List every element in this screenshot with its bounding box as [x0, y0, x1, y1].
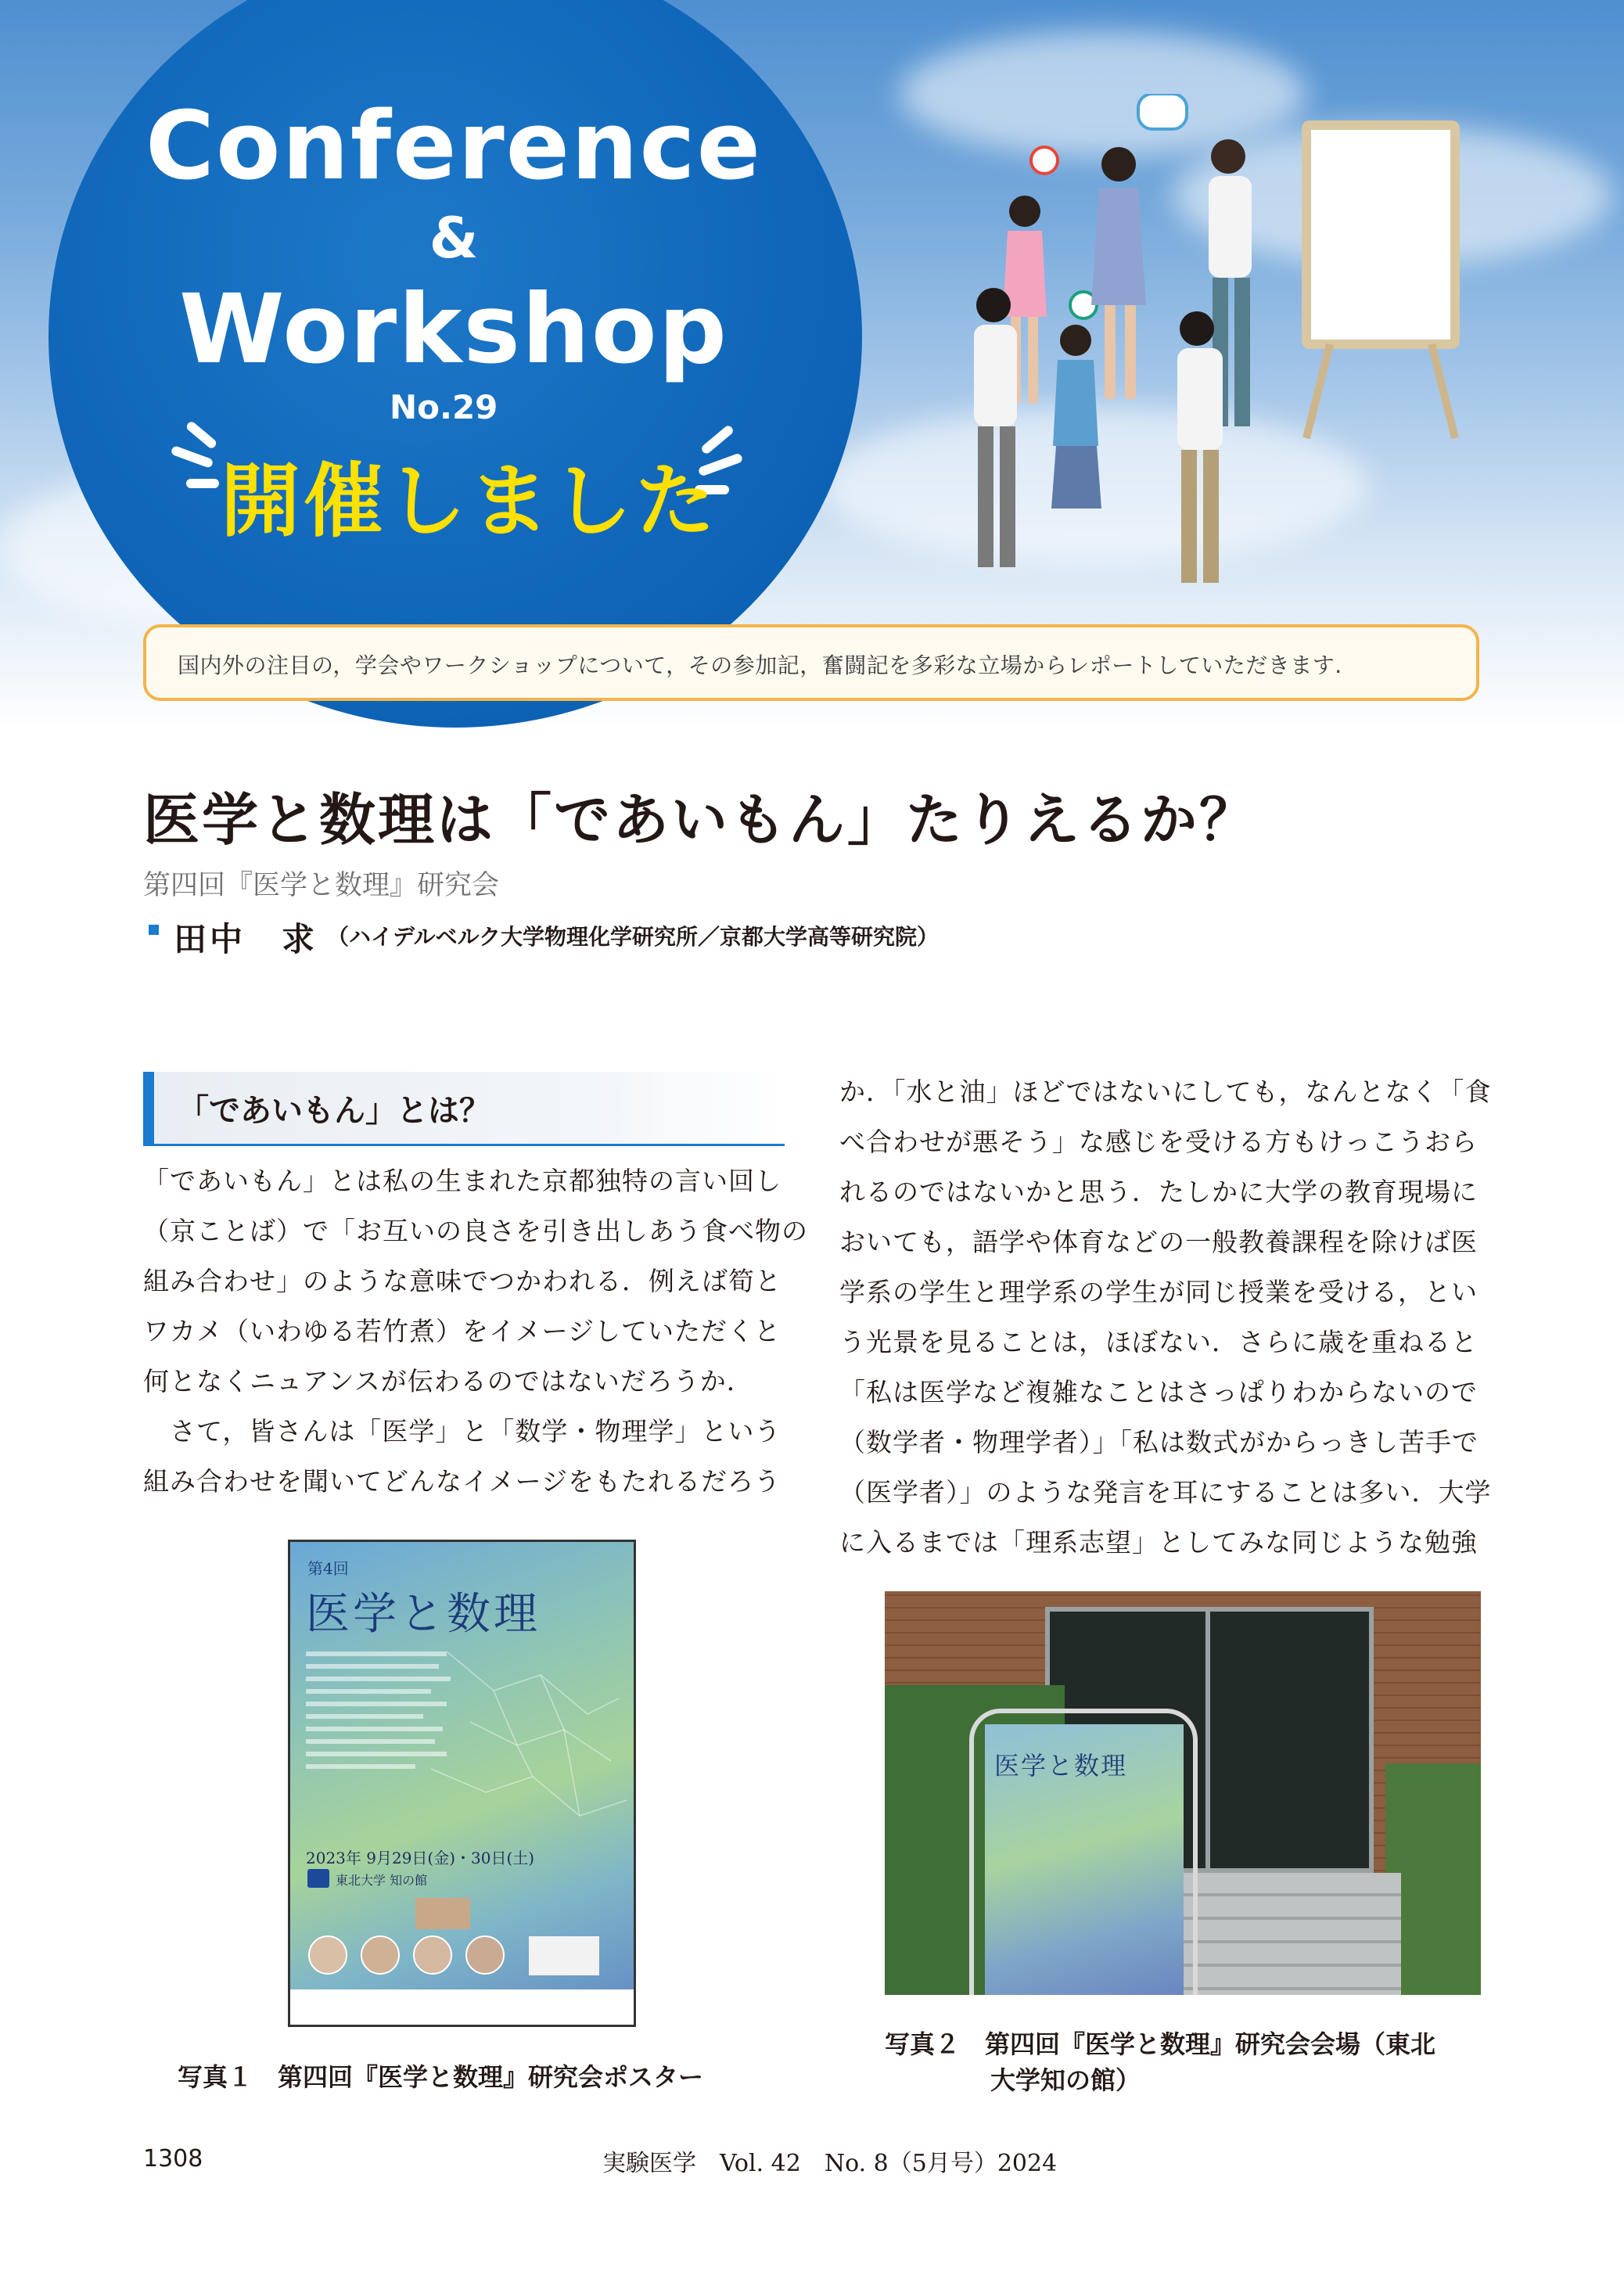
text-line: おいても，語学や体育などの一般教養課程を除けば医	[839, 1227, 1478, 1257]
text-line: 組み合わせを聞いてどんなイメージをもたれるだろう	[143, 1466, 781, 1497]
burst-ray	[186, 479, 219, 488]
conference-people-illustration	[939, 94, 1486, 595]
text-line: 「私は医学など複雑なことはさっぱりわからないので	[839, 1377, 1478, 1407]
text-line: 何となくニュアンスが伝わるのではないだろうか．	[143, 1366, 753, 1396]
exclamation-icon	[1031, 147, 1058, 174]
left-column-text	[143, 1156, 808, 1507]
right-column-text	[839, 1067, 1492, 1568]
poster-network-graphic	[290, 1644, 634, 1839]
author-bullet	[149, 925, 159, 935]
header-held-label: 開催しました	[221, 455, 718, 548]
text-line: れるのではないかと思う．たしかに大学の教育現場に	[839, 1177, 1478, 1207]
intro-text: 国内外の注目の，学会やワークショップについて，その参加記，奮闘記を多彩な立場からレポートしていただきます.	[178, 652, 1342, 678]
person-figure	[1051, 325, 1101, 509]
text-line: （医学者）」のような発言を耳にすることは多い．大学	[839, 1477, 1492, 1508]
photo-2-caption-line1: 写真２ 第四回『医学と数理』研究会会場（東北	[885, 2029, 1436, 2059]
author-name: 田中 求	[174, 920, 318, 958]
event-sign-board	[985, 1724, 1184, 1995]
text-line: ワカメ（いわゆる若竹煮）をイメージしていただくと	[143, 1316, 781, 1346]
photo-2-caption	[885, 2026, 1435, 2098]
section-underline	[143, 1144, 785, 1146]
speech-bubble-icon	[1138, 94, 1187, 129]
page-number: 1308	[143, 2145, 203, 2173]
easel-icon	[1306, 125, 1455, 438]
header-title-workshop: Workshop	[179, 274, 728, 385]
text-line: 組み合わせ」のような意味でつかわれる．例えば筍と	[143, 1266, 781, 1296]
photo-2-venue	[885, 1591, 1481, 1995]
section-title: 「であいもん」とは？	[178, 1093, 490, 1129]
article-subtitle: 第四回『医学と数理』研究会	[143, 870, 500, 901]
text-line: う光景を見ることは，ほぼない．さらに歳を重ねると	[839, 1327, 1478, 1357]
issue-number: No.29	[390, 388, 498, 426]
journal-footer: 実験医学 Vol. 42 No. 8（5月号）2024	[602, 2150, 1058, 2177]
photo-1-poster	[288, 1540, 636, 2027]
text-line: （数学者・物理学者）」「私は数式がからっきし苦手で	[839, 1427, 1478, 1457]
photo-1-caption: 写真１ 第四回『医学と数理』研究会ポスター	[178, 2062, 704, 2092]
text-line: に入るまでは「理系志望」としてみな同じような勉強	[839, 1527, 1478, 1558]
poster-date: 2023年 9月29日(金)・30日(土)	[306, 1849, 535, 1867]
door-frame	[1205, 1607, 1210, 1873]
person-figure	[1091, 147, 1146, 399]
poster-venue: 東北大学 知の館	[336, 1873, 428, 1888]
section-heading	[143, 1072, 785, 1144]
poster-logo-strip	[290, 1989, 634, 2027]
poster-title: 医学と数理	[306, 1589, 541, 1640]
article-title: 医学と数理は「であいもん」たりえるか？	[143, 786, 1259, 853]
author-affiliation: （ハイデルベルク大学物理化学研究所／京都大学高等研究院）	[327, 924, 940, 950]
venue-photo-thumbnail	[415, 1898, 470, 1929]
event-sign-title: 医学と数理	[994, 1751, 1128, 1781]
text-line: さて，皆さんは「医学」と「数学・物理学」という	[143, 1416, 781, 1447]
intro-box	[143, 624, 1479, 701]
venue-marker-icon	[307, 1869, 329, 1888]
text-line: べ合わせが悪そう」な感じを受ける方もけっこうおら	[839, 1127, 1478, 1157]
speaker-portraits	[306, 1933, 619, 1980]
text-line: 「であいもん」とは私の生まれた京都独特の言い回し	[143, 1166, 781, 1196]
poster-edition: 第4回	[307, 1559, 349, 1578]
header-title-conference: Conference	[145, 92, 763, 201]
text-line: 学系の学生と理学系の学生が同じ授業を受ける，とい	[839, 1277, 1478, 1307]
person-figure	[974, 288, 1017, 567]
photo-2-caption-line2: 大学知の館）	[990, 2065, 1141, 2095]
header-ampersand: &	[429, 205, 479, 271]
person-figure	[1177, 311, 1223, 583]
text-line: か．「水と油」ほどではないにしても，なんとなく「食	[839, 1076, 1492, 1107]
text-line: （京ことば）で「お互いの良さを引き出しあう食べ物の	[143, 1216, 808, 1246]
